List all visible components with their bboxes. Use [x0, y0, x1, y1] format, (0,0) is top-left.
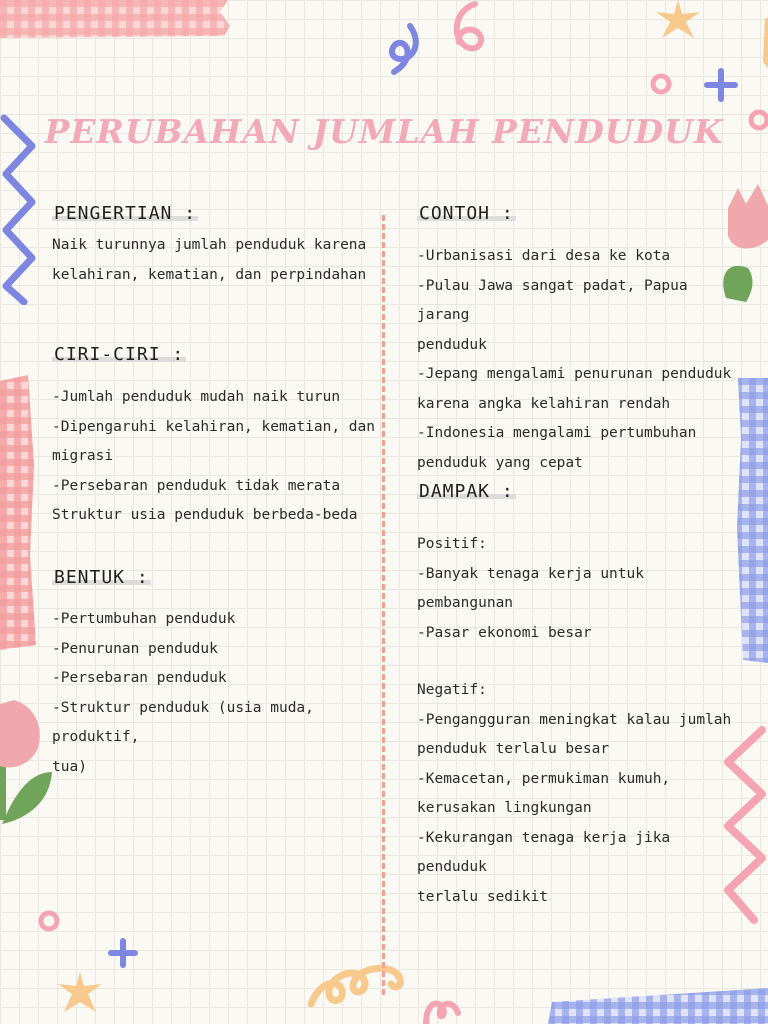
column-divider — [382, 215, 385, 995]
plus-sparkle-bottom-icon — [108, 938, 138, 968]
ring-dot-bottom-icon — [36, 908, 62, 934]
text-ciri-ciri: -Jumlah penduduk mudah naik turun -Dipengaruhi kelahiran, kematian, dan migrasi -Persebaran penduduk tidak merata Struktur usia penduduk berbeda-beda — [52, 389, 376, 523]
washi-tape-pink-top — [0, 0, 232, 40]
sparkle-star-orange-corner-icon — [745, 18, 768, 68]
tulip-flower-left-icon — [0, 700, 55, 830]
ring-dot-icon — [649, 72, 673, 96]
text-contoh: -Urbanisasi dari desa ke kota -Pulau Jawa sangat padat, Papua jarang penduduk -Jepang mengalami penurunan penduduk karena angka kelahiran rendah -Indonesia mengalami pertumbuhan penduduk yang cepat — [417, 248, 732, 471]
page-title: PERUBAHAN JUMLAH PENDUDUK — [44, 112, 724, 151]
washi-tape-blue-bottom — [548, 988, 768, 1024]
curl-squiggle-blue-icon — [384, 20, 424, 75]
heading-pengertian: PENGERTIAN : — [54, 203, 197, 224]
heading-ciri-ciri: CIRI-CIRI : — [54, 344, 185, 365]
text-dampak-positif: Positif: -Banyak tenaga kerja untuk pembangunan -Pasar ekonomi besar — [417, 536, 644, 641]
heading-bentuk: BENTUK : — [54, 567, 149, 588]
heading-dampak: DAMPAK : — [419, 481, 514, 502]
washi-tape-pink-left — [0, 375, 40, 650]
text-pengertian: Naik turunnya jumlah penduduk karena kelahiran, kematian, dan perpindahan — [52, 237, 367, 283]
heading-contoh: CONTOH : — [419, 203, 514, 224]
text-bentuk: -Pertumbuhan penduduk -Penurunan penduduk -Persebaran penduduk -Struktur penduduk (usia muda, produktif, tua) — [52, 611, 314, 775]
plus-sparkle-icon — [704, 68, 738, 102]
curl-squiggle-orange-icon — [305, 948, 417, 1012]
text-dampak-negatif: Negatif: -Pengangguran meningkat kalau jumlah penduduk terlalu besar -Kemacetan, permukiman kumuh, kerusakan lingkungan -Kekurangan tenaga kerja jika penduduk terlalu sedikit — [417, 682, 732, 905]
curl-squiggle-pink-bottom-icon — [420, 995, 465, 1024]
sparkle-star-orange-icon — [648, 0, 710, 40]
curl-squiggle-pink-icon — [447, 0, 492, 55]
sparkle-star-bottom-icon — [56, 970, 106, 1018]
